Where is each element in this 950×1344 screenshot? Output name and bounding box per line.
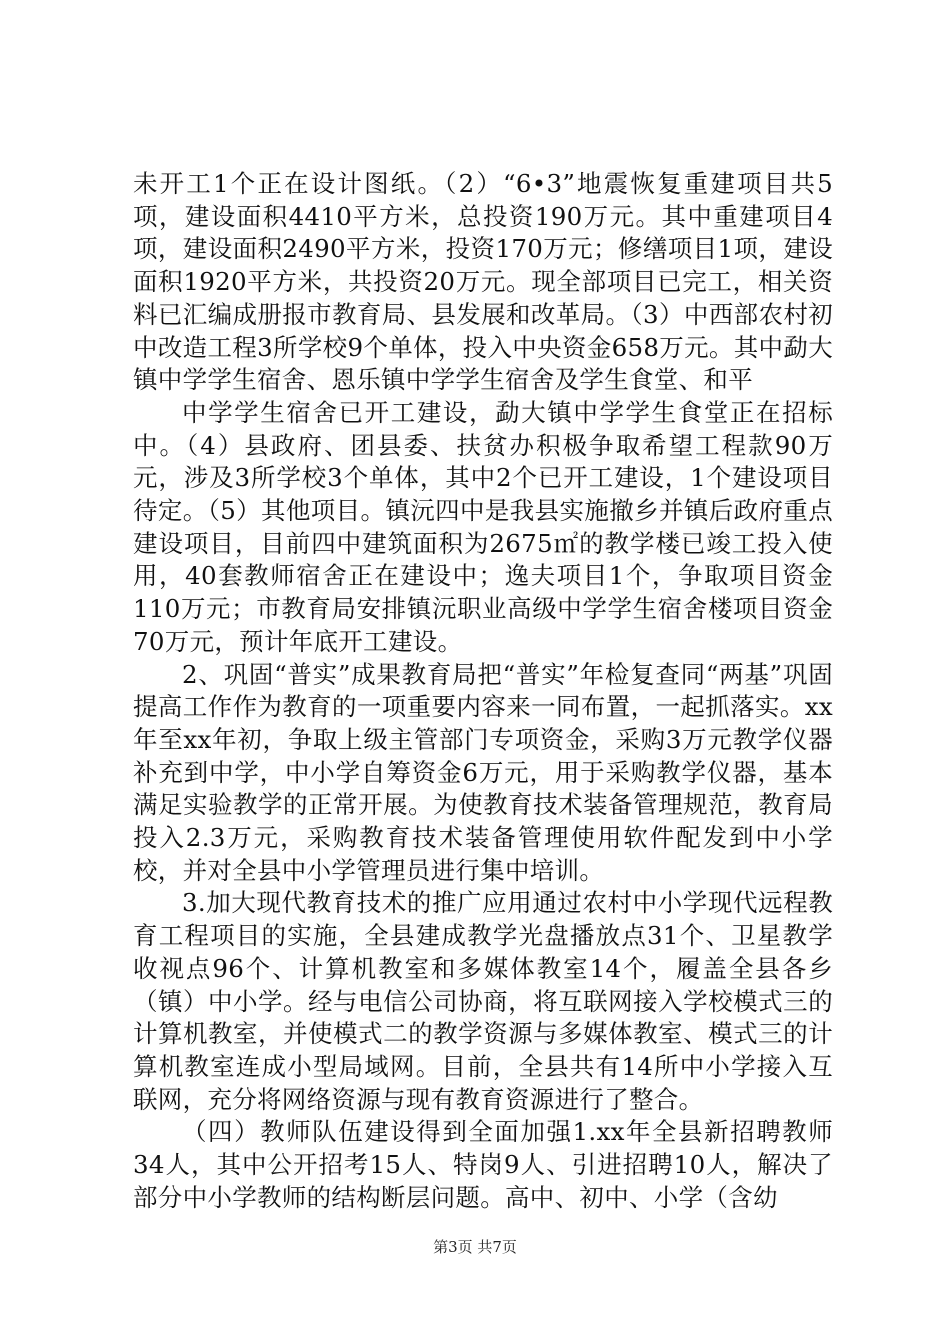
paragraph: （四）教师队伍建设得到全面加强1.xx年全县新招聘教师34人，其中公开招考15人、特岗9人、引进招聘10人，解决了部分中小学教师的结构断层问题。高中、初中、小学（含幼 bbox=[133, 1117, 833, 1212]
paragraph: 中学学生宿舍已开工建设，勐大镇中学学生食堂正在招标中。（4）县政府、团县委、扶贫办积极争取希望工程款90万元，涉及3所学校3个单体，其中2个已开工建设，1个建设项目待定。（5）其他项目。镇沅四中是我县实施撤乡并镇后政府重点建设项目，目前四中建筑面积为2675㎡的教学楼已竣工投入使用，40套教师宿舍正在建设中；逸夫项目1个，争取项目资金110万元；市教育局安排镇沅职业高级中学学生宿舍楼项目资金70万元，预计年底开工建设。 bbox=[133, 397, 833, 656]
document-body bbox=[133, 168, 833, 1215]
paragraph: 3.加大现代教育技术的推广应用通过农村中小学现代远程教育工程项目的实施，全县建成教学光盘播放点31个、卫星教学收视点96个、计算机教室和多媒体教室14个，履盖全县各乡（镇）中小学。经与电信公司协商，将互联网接入学校模式三的计算机教室，并使模式二的教学资源与多媒体教室、模式三的计算机教室连成小型局域网。目前，全县共有14所中小学接入互联网，充分将网络资源与现有教育资源进行了整合。 bbox=[133, 888, 833, 1114]
paragraph: 未开工1个正在设计图纸。（2）“6•3”地震恢复重建项目共5项，建设面积4410平方米，总投资190万元。其中重建项目4项，建设面积2490平方米，投资170万元；修缮项目1项，建设面积1920平方米，共投资20万元。现全部项目已完工，相关资料已汇编成册报市教育局、县发展和改革局。（3）中西部农村初中改造工程3所学校9个单体，投入中央资金658万元。其中勐大镇中学学生宿舍、恩乐镇中学学生宿舍及学生食堂、和平 bbox=[133, 169, 833, 395]
page-footer: 第3页 共7页 bbox=[433, 1238, 517, 1256]
paragraph: 2、巩固“普实”成果教育局把“普实”年检复查同“两基”巩固提高工作作为教育的一项重要内容来一同布置，一起抓落实。xx年至xx年初，争取上级主管部门专项资金，采购3万元教学仪器补充到中学，中小学自筹资金6万元，用于采购教学仪器，基本满足实验教学的正常开展。为使教育技术装备管理规范，教育局投入2.3万元，采购教育技术装备管理使用软件配发到中小学校，并对全县中小学管理员进行集中培训。 bbox=[133, 659, 833, 885]
